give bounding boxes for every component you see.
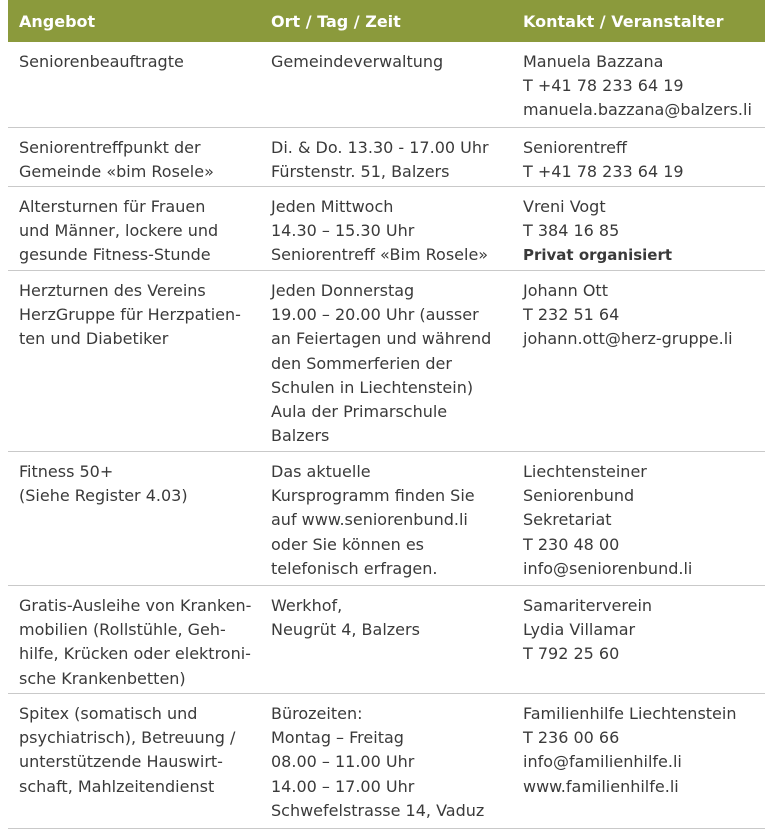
- cell-text-line: Seniorentreffpunkt der: [19, 138, 201, 157]
- cell-angebot: [8, 702, 260, 828]
- cell-text-line: Di. & Do. 13.30 - 17.00 Uhr: [271, 138, 489, 157]
- cell-text-line: Schulen in Liechtenstein): [271, 377, 474, 397]
- cell-ort: [260, 460, 512, 585]
- cell-text-line: 08.00 – 11.00 Uhr: [271, 752, 415, 772]
- cell-text-line: Gratis-Ausleihe von Kranken-: [19, 596, 252, 615]
- table-body: [8, 42, 765, 829]
- cell-text-line: Werkhof,: [271, 596, 343, 615]
- cell-text-line: auf www.seniorenbund.li: [271, 510, 468, 530]
- cell-text-line: T +41 78 233 64 19: [523, 76, 684, 96]
- cell-text-line: Sekretariat: [523, 510, 612, 530]
- cell-angebot: [8, 195, 260, 270]
- header-kontakt: Kontakt / Veranstalter: [523, 11, 724, 31]
- cell-text-line: Das aktuelle: [271, 462, 371, 481]
- cell-text-line: www.familienhilfe.li: [523, 776, 679, 796]
- cell-text-line: T 384 16 85: [523, 221, 620, 241]
- cell-text-line: telefonisch erfragen.: [271, 558, 438, 578]
- cell-kontakt: [512, 279, 765, 451]
- cell-angebot: [8, 136, 260, 186]
- private-note: Privat organisiert: [523, 246, 673, 265]
- table-row: [8, 187, 765, 271]
- cell-text-line: Neugrüt 4, Balzers: [271, 620, 420, 640]
- cell-text-line: info@seniorenbund.li: [523, 558, 693, 578]
- cell-ort: [260, 136, 512, 186]
- cell-text-line: schaft, Mahlzeitendienst: [19, 776, 215, 796]
- offer-table: [8, 0, 765, 829]
- cell-text-line: Balzers: [271, 426, 330, 446]
- cell-text-line: Familienhilfe Liechtenstein: [523, 704, 737, 723]
- cell-text-line: und Männer, lockere und: [19, 221, 219, 241]
- cell-text-line: Samariterverein: [523, 596, 653, 615]
- cell-text-line: oder Sie können es: [271, 534, 424, 554]
- cell-text-line: gesunde Fitness-Stunde: [19, 245, 211, 265]
- cell-text-line: Seniorentreff «Bim Rosele»: [271, 245, 489, 265]
- table-row: [8, 586, 765, 694]
- cell-text-line: T 232 51 64: [523, 305, 620, 325]
- cell-text-line: johann.ott@herz-gruppe.li: [523, 329, 733, 349]
- cell-text-line: 19.00 – 20.00 Uhr (ausser: [271, 305, 479, 325]
- cell-text-line: 14.30 – 15.30 Uhr: [271, 221, 415, 241]
- cell-text-line: Manuela Bazzana: [523, 52, 664, 71]
- cell-text-line: Seniorenbeauftragte: [19, 52, 184, 71]
- cell-text-line: mobilien (Rollstühle, Geh-: [19, 620, 226, 640]
- cell-text-line: Gemeindeverwaltung: [271, 52, 444, 71]
- cell-text-line: HerzGruppe für Herzpatien-: [19, 305, 241, 325]
- cell-kontakt: [512, 594, 765, 693]
- cell-text-line: psychiatrisch), Betreuung /: [19, 728, 236, 748]
- cell-text-line: Fitness 50+: [19, 462, 114, 481]
- cell-text-line: Johann Ott: [523, 281, 608, 300]
- cell-text-line: Schwefelstrasse 14, Vaduz: [271, 800, 485, 820]
- cell-text-line: Seniorentreff: [523, 138, 627, 157]
- cell-text-line: T 230 48 00: [523, 534, 620, 554]
- cell-text-line: sche Krankenbetten): [19, 668, 186, 688]
- table-row: [8, 694, 765, 829]
- cell-text-line: Gemeinde «bim Rosele»: [19, 162, 214, 182]
- cell-text-line: unterstützende Hauswirt-: [19, 752, 223, 772]
- cell-text-line: manuela.bazzana@balzers.li: [523, 100, 752, 120]
- cell-text-line: Vreni Vogt: [523, 197, 606, 216]
- cell-ort: [260, 50, 512, 127]
- cell-angebot: [8, 50, 260, 127]
- cell-angebot: [8, 279, 260, 451]
- cell-text-line: 14.00 – 17.00 Uhr: [271, 776, 415, 796]
- cell-text-line: Spitex (somatisch und: [19, 704, 198, 723]
- table-row: [8, 128, 765, 187]
- cell-text-line: Jeden Mittwoch: [271, 197, 394, 216]
- header-angebot: Angebot: [19, 11, 96, 31]
- cell-text-line: Seniorenbund: [523, 486, 635, 506]
- cell-text-line: an Feiertagen und während: [271, 329, 492, 349]
- cell-text-line: info@familienhilfe.li: [523, 752, 682, 772]
- cell-ort: [260, 594, 512, 693]
- cell-angebot: [8, 460, 260, 585]
- cell-text-line: Liechtensteiner: [523, 462, 647, 481]
- cell-text-line: Herzturnen des Vereins: [19, 281, 206, 300]
- cell-text-line: den Sommerferien der: [271, 353, 452, 373]
- table-row: [8, 452, 765, 586]
- cell-kontakt: [512, 136, 765, 186]
- cell-text-line: Fürstenstr. 51, Balzers: [271, 162, 450, 182]
- cell-ort: [260, 195, 512, 270]
- cell-text-line: Altersturnen für Frauen: [19, 197, 206, 216]
- cell-text-line: hilfe, Krücken oder elektroni-: [19, 644, 251, 664]
- cell-text-line: T 236 00 66: [523, 728, 620, 748]
- table-row: [8, 42, 765, 128]
- cell-text-line: Kursprogramm finden Sie: [271, 486, 475, 506]
- cell-text-line: Lydia Villamar: [523, 620, 636, 640]
- header-ort-tag-zeit: Ort / Tag / Zeit: [271, 11, 401, 31]
- cell-kontakt: [512, 50, 765, 127]
- cell-text-line: Aula der Primarschule: [271, 402, 448, 422]
- cell-kontakt: [512, 195, 765, 270]
- cell-ort: [260, 279, 512, 451]
- cell-kontakt: [512, 702, 765, 828]
- cell-text-line: ten und Diabetiker: [19, 329, 169, 349]
- table-row: [8, 271, 765, 452]
- cell-angebot: [8, 594, 260, 693]
- cell-ort: [260, 702, 512, 828]
- cell-text-line: Jeden Donnerstag: [271, 281, 415, 300]
- cell-text-line: Montag – Freitag: [271, 728, 404, 748]
- cell-text-line: T +41 78 233 64 19: [523, 162, 684, 182]
- table-header: [8, 0, 765, 42]
- cell-text-line: T 792 25 60: [523, 644, 620, 664]
- cell-kontakt: [512, 460, 765, 585]
- cell-text-line: (Siehe Register 4.03): [19, 486, 188, 506]
- cell-text-line: Bürozeiten:: [271, 704, 363, 723]
